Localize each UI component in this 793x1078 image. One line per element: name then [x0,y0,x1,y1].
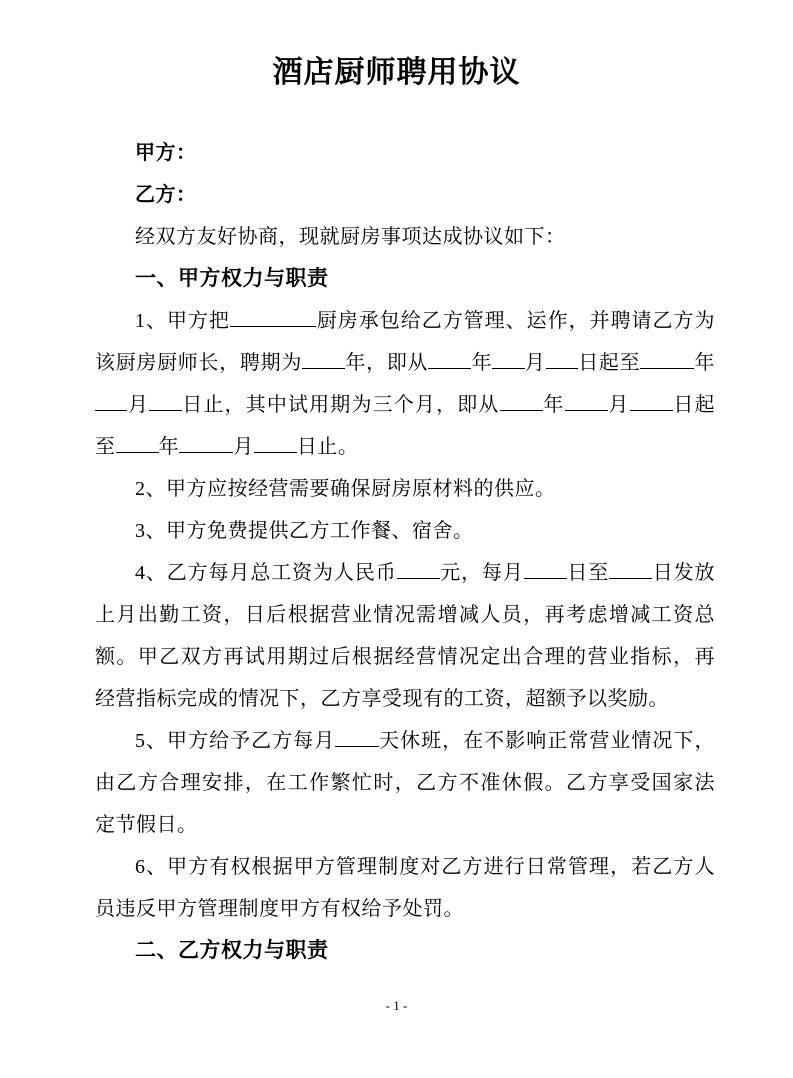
document-line [95,804,715,846]
line-text: 上月出勤工资，日后根据营业情况需增减人员，再考虑增减工资总 [95,604,715,626]
document-line [95,132,715,174]
line-text: 年 [471,352,493,374]
line-text: 员违反甲方管理制度甲方有权给予处罚。 [95,898,464,920]
line-text: 日起至 [578,352,641,374]
document-line [95,552,715,594]
document-line [95,846,715,888]
document-line [95,594,715,636]
fill-in-blank [149,408,181,411]
line-text: 年，即从 [345,352,429,374]
line-text: 3、甲方免费提供乙方工作餐、宿舍。 [135,520,474,542]
document-line [95,762,715,804]
fill-in-blank [95,408,127,411]
line-text: 二、乙方权力与职责 [135,939,329,962]
fill-in-blank [546,366,578,369]
line-text: 至 [95,436,116,458]
line-text: 一、甲方权力与职责 [135,267,329,290]
line-text: 5、甲方给予乙方每月 [135,730,336,752]
line-text: 6、甲方有权根据甲方管理制度对乙方进行日常管理，若乙方人 [135,856,715,878]
fill-in-blank [640,366,694,369]
document-line [95,468,715,510]
document-line [95,636,715,678]
line-text: 2、甲方应按经营需要确保厨房原材料的供应。 [135,478,556,500]
fill-in-blank [230,324,316,327]
document-line [95,216,715,258]
line-text: 由乙方合理安排，在工作繁忙时，乙方不准休假。乙方享受国家法 [95,772,715,794]
fill-in-blank [500,408,543,411]
line-text: 额。甲乙双方再试用期过后根据经营情况定出合理的营业指标，再 [95,646,715,668]
document-line [95,888,715,930]
page-number: - 1 - [385,998,408,1013]
document-title: 酒店厨师聘用协议 [272,56,521,89]
line-text: 该厨房厨师长，聘期为 [95,352,303,374]
line-text: 乙方： [135,184,197,206]
line-text: 元，每月 [439,562,524,584]
line-text: 月 [607,394,630,416]
document-line [95,678,715,720]
fill-in-blank [254,450,297,453]
line-text: 日止。 [296,436,359,458]
line-text: 经双方友好协商，现就厨房事项达成协议如下： [135,226,566,248]
document-line [95,720,715,762]
line-text: 经营指标完成的情况下，乙方享受现有的工资，超额予以奖励。 [95,688,669,710]
line-text: 4、乙方每月总工资为人民币 [135,562,397,584]
fill-in-blank [116,450,159,453]
line-text: 日止，其中试用期为三个月，即从 [181,394,500,416]
line-text: 天休班，在不影响正常营业情况下， [378,730,715,752]
line-text: 定节假日。 [95,814,198,836]
line-text: 月 [233,436,254,458]
document-line [95,384,715,426]
section-heading [95,930,715,972]
line-text: 年 [158,436,180,458]
line-text: 月 [127,394,150,416]
line-text: 甲方： [135,142,197,164]
line-text: 厨房承包给乙方管理、运作，并聘请乙方为 [316,310,716,332]
document-line [95,426,715,468]
fill-in-blank [609,576,652,579]
fill-in-blank [492,366,524,369]
line-text: 日发放 [652,562,716,584]
line-text: 日起 [672,394,716,416]
fill-in-blank [565,408,608,411]
fill-in-blank [524,576,567,579]
fill-in-blank [630,408,673,411]
fill-in-blank [335,744,378,747]
line-text: 年 [694,352,716,374]
document-line [95,300,715,342]
document-body [95,132,715,972]
document-line [95,510,715,552]
section-heading [95,258,715,300]
line-text: 年 [542,394,565,416]
line-text: 日至 [566,562,610,584]
fill-in-blank [428,366,471,369]
fill-in-blank [397,576,440,579]
line-text: 1、甲方把 [135,310,230,332]
fill-in-blank [179,450,233,453]
document-line [95,342,715,384]
fill-in-blank [302,366,345,369]
document-line [95,174,715,216]
line-text: 月 [524,352,546,374]
